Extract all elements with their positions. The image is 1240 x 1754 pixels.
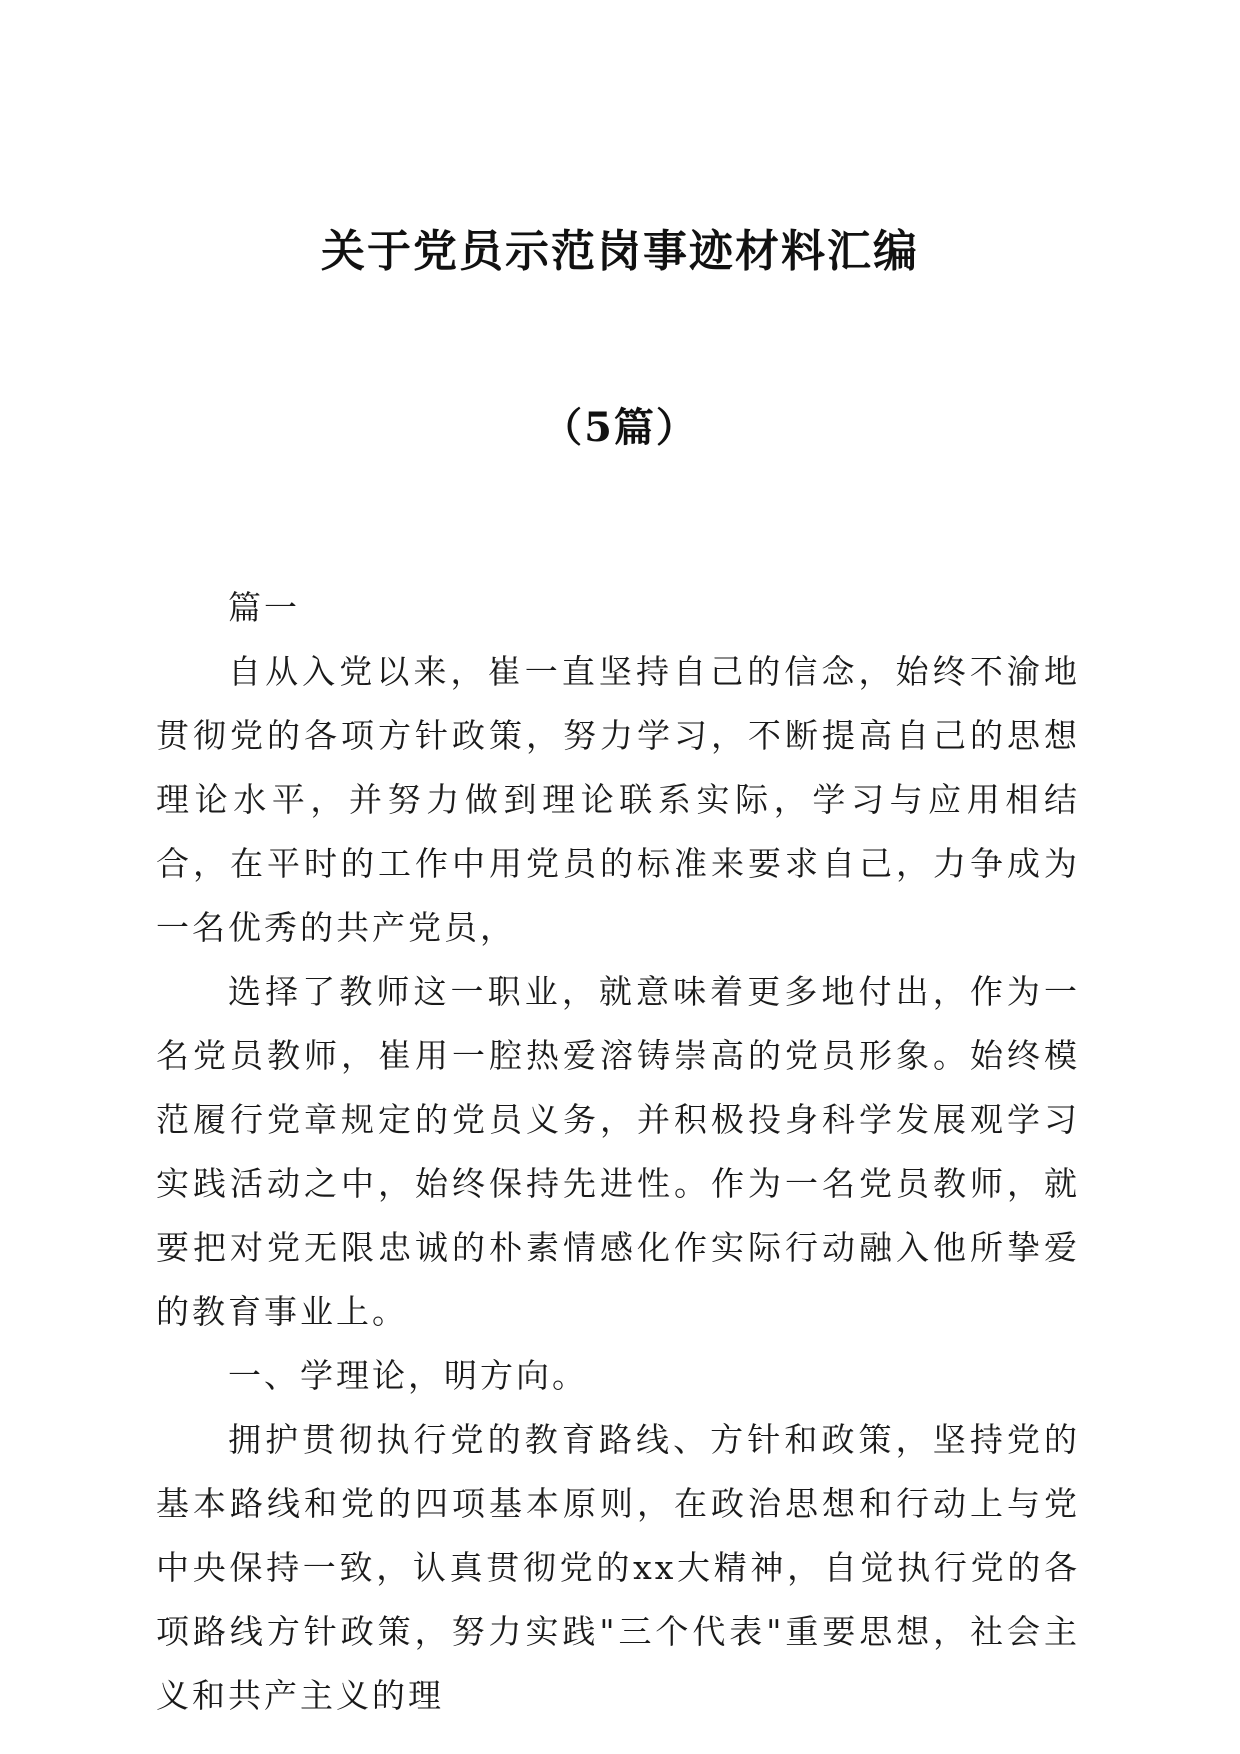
document-subtitle: （5篇）: [542, 404, 698, 451]
document-title: 关于党员示范岗事迹材料汇编: [321, 226, 919, 277]
section-heading: 一、学理论，明方向。: [228, 1356, 588, 1395]
document-body: [156, 576, 1080, 1728]
body-paragraph: 拥护贯彻执行党的教育路线、方针和政策，坚持党的基本路线和党的四项基本原则，在政治思想和行动上与党中央保持一致，认真贯彻党的xx大精神，自觉执行党的各项路线方针政策，努力实践"三个代表"重要思想，社会主义和共产主义的理: [156, 1420, 1080, 1715]
section-heading-part-one: 篇一: [228, 588, 300, 627]
body-paragraph: 选择了教师这一职业，就意味着更多地付出，作为一名党员教师，崔用一腔热爱溶铸崇高的党员形象。始终模范履行党章规定的党员义务，并积极投身科学发展观学习实践活动之中，始终保持先进性。作为一名党员教师，就要把对党无限忠诚的朴素情感化作实际行动融入他所挚爱的教育事业上。: [156, 972, 1080, 1331]
body-paragraph: 自从入党以来，崔一直坚持自己的信念，始终不渝地贯彻党的各项方针政策，努力学习，不断提高自己的思想理论水平，并努力做到理论联系实际，学习与应用相结合，在平时的工作中用党员的标准来要求自己，力争成为一名优秀的共产党员，: [156, 652, 1080, 947]
